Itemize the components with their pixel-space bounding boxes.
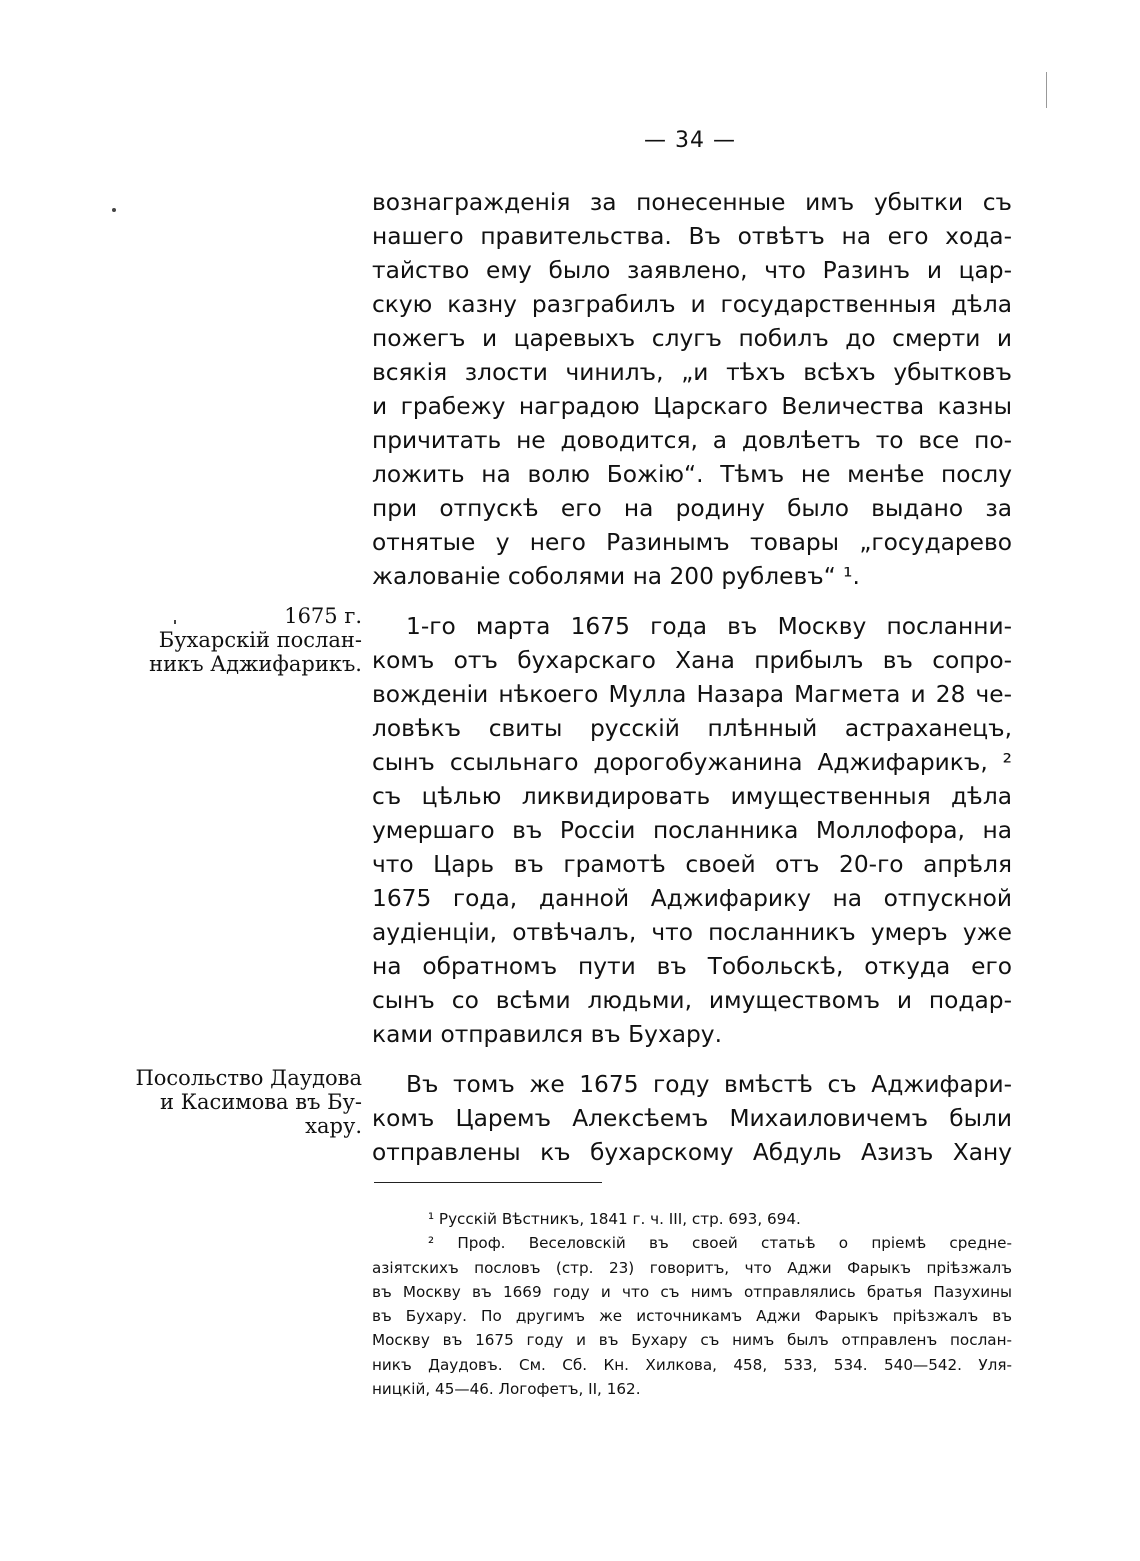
margin-note-line: Посольство Даудова xyxy=(135,1066,362,1090)
text-line: всякія злости чинилъ, „и тѣхъ всѣхъ убытковъ xyxy=(372,359,1012,386)
margin-note-line: и Касимова въ Бу- xyxy=(160,1090,362,1114)
footnote-2-line: азіятскихъ пословъ (стр. 23) говоритъ, что Аджи Фарыкъ пріѣзжалъ xyxy=(372,1258,1012,1277)
text-line: Въ томъ же 1675 году вмѣстѣ съ Аджифари- xyxy=(406,1071,1012,1098)
margin-note-bukhara-envoy xyxy=(149,604,362,676)
text-line: съ цѣлью ликвидировать имущественныя дѣла xyxy=(372,783,1012,810)
paragraph-2 xyxy=(372,610,1012,1052)
scan-edge-line xyxy=(1046,72,1047,108)
text-line: аудіенціи, отвѣчалъ, что посланникъ умеръ уже xyxy=(372,919,1012,946)
text-line: нашего правительства. Въ отвѣтъ на его хода- xyxy=(372,223,1012,250)
text-line: при отпускѣ его на родину было выдано за xyxy=(372,495,1012,522)
text-line: 1675 года, данной Аджифарику на отпускной xyxy=(372,885,1012,912)
margin-note-embassy xyxy=(135,1066,362,1138)
text-line: вознагражденія за понесенные имъ убытки съ xyxy=(372,189,1012,216)
footnote-2-line: въ Москву въ 1669 году и что съ нимъ отправлялись братья Пазухины xyxy=(372,1282,1012,1301)
text-line: отнятые у него Разинымъ товары „государево xyxy=(372,529,1012,556)
text-line: вожденіи нѣкоего Мулла Назара Магмета и 28 че- xyxy=(372,681,1012,708)
text-line: что Царь въ грамотѣ своей отъ 20-го апрѣля xyxy=(372,851,1012,878)
text-line: причитать не доводится, а довлѣетъ то все по- xyxy=(372,427,1012,454)
margin-note-line: никъ Аджифарикъ. xyxy=(149,652,362,676)
margin-note-line: Бухарскій послан- xyxy=(158,628,362,652)
text-line: ложить на волю Божію“. Тѣмъ не менѣе послу xyxy=(372,461,1012,488)
text-line: пожегъ и царевыхъ слугъ побилъ до смерти и xyxy=(372,325,1012,352)
text-line: отправлены къ бухарскому Абдуль Азизъ Хану xyxy=(372,1139,1012,1166)
scan-speck xyxy=(112,208,116,212)
footnote-2-line: ницкій, 45—46. Логофетъ, II, 162. xyxy=(372,1380,641,1399)
footnote-2-line: Москву въ 1675 году и въ Бухару съ нимъ былъ отправленъ послан- xyxy=(372,1331,1012,1350)
text-line: умершаго въ Россіи посланника Моллофора, на xyxy=(372,817,1012,844)
paragraph-3 xyxy=(372,1068,1012,1170)
page-number: — 34 — xyxy=(644,128,736,153)
text-line: комъ Царемъ Алексѣемъ Михаиловичемъ были xyxy=(372,1105,1012,1132)
text-line: на обратномъ пути въ Тобольскѣ, откуда его xyxy=(372,953,1012,980)
text-line: и грабежу наградою Царскаго Величества казны xyxy=(372,393,1012,420)
text-line: тайство ему было заявлено, что Разинъ и цар- xyxy=(372,257,1012,284)
footnote-divider xyxy=(374,1182,602,1183)
text-line: комъ отъ бухарскаго Хана прибылъ въ сопро- xyxy=(372,647,1012,674)
footnotes xyxy=(372,1207,1012,1401)
footnote-2-line: никъ Даудовъ. См. Сб. Кн. Хилкова, 458, 533, 534. 540—542. Уля- xyxy=(372,1355,1012,1374)
text-line: жалованіе соболями на 200 рублевъ“ ¹. xyxy=(372,563,860,590)
margin-note-line: хару. xyxy=(305,1114,362,1138)
text-line: ками отправился въ Бухару. xyxy=(372,1021,722,1048)
text-line: сынъ ссыльнаго дорогобужанина Аджифарикъ, ² xyxy=(372,749,1012,776)
text-line: 1-го марта 1675 года въ Москву посланни- xyxy=(406,613,1012,640)
text-line: ловѣкъ свиты русскій плѣнный астраханецъ, xyxy=(372,715,1012,742)
margin-note-line: 1675 г. xyxy=(284,604,362,628)
text-line: сынъ со всѣми людьми, имуществомъ и подар- xyxy=(372,987,1012,1014)
footnote-1: ¹ Русскій Вѣстникъ, 1841 г. ч. III, стр. 693, 694. xyxy=(428,1210,801,1228)
footnote-2-line: въ Бухару. По другимъ же источникамъ Аджи Фарыкъ пріѣзжалъ въ xyxy=(372,1307,1012,1326)
footnote-2-line: ² Проф. Веселовскій въ своей статьѣ о пріемѣ средне- xyxy=(428,1234,1012,1253)
text-line: скую казну разграбилъ и государственныя дѣла xyxy=(372,291,1012,318)
paragraph-1 xyxy=(372,186,1012,594)
